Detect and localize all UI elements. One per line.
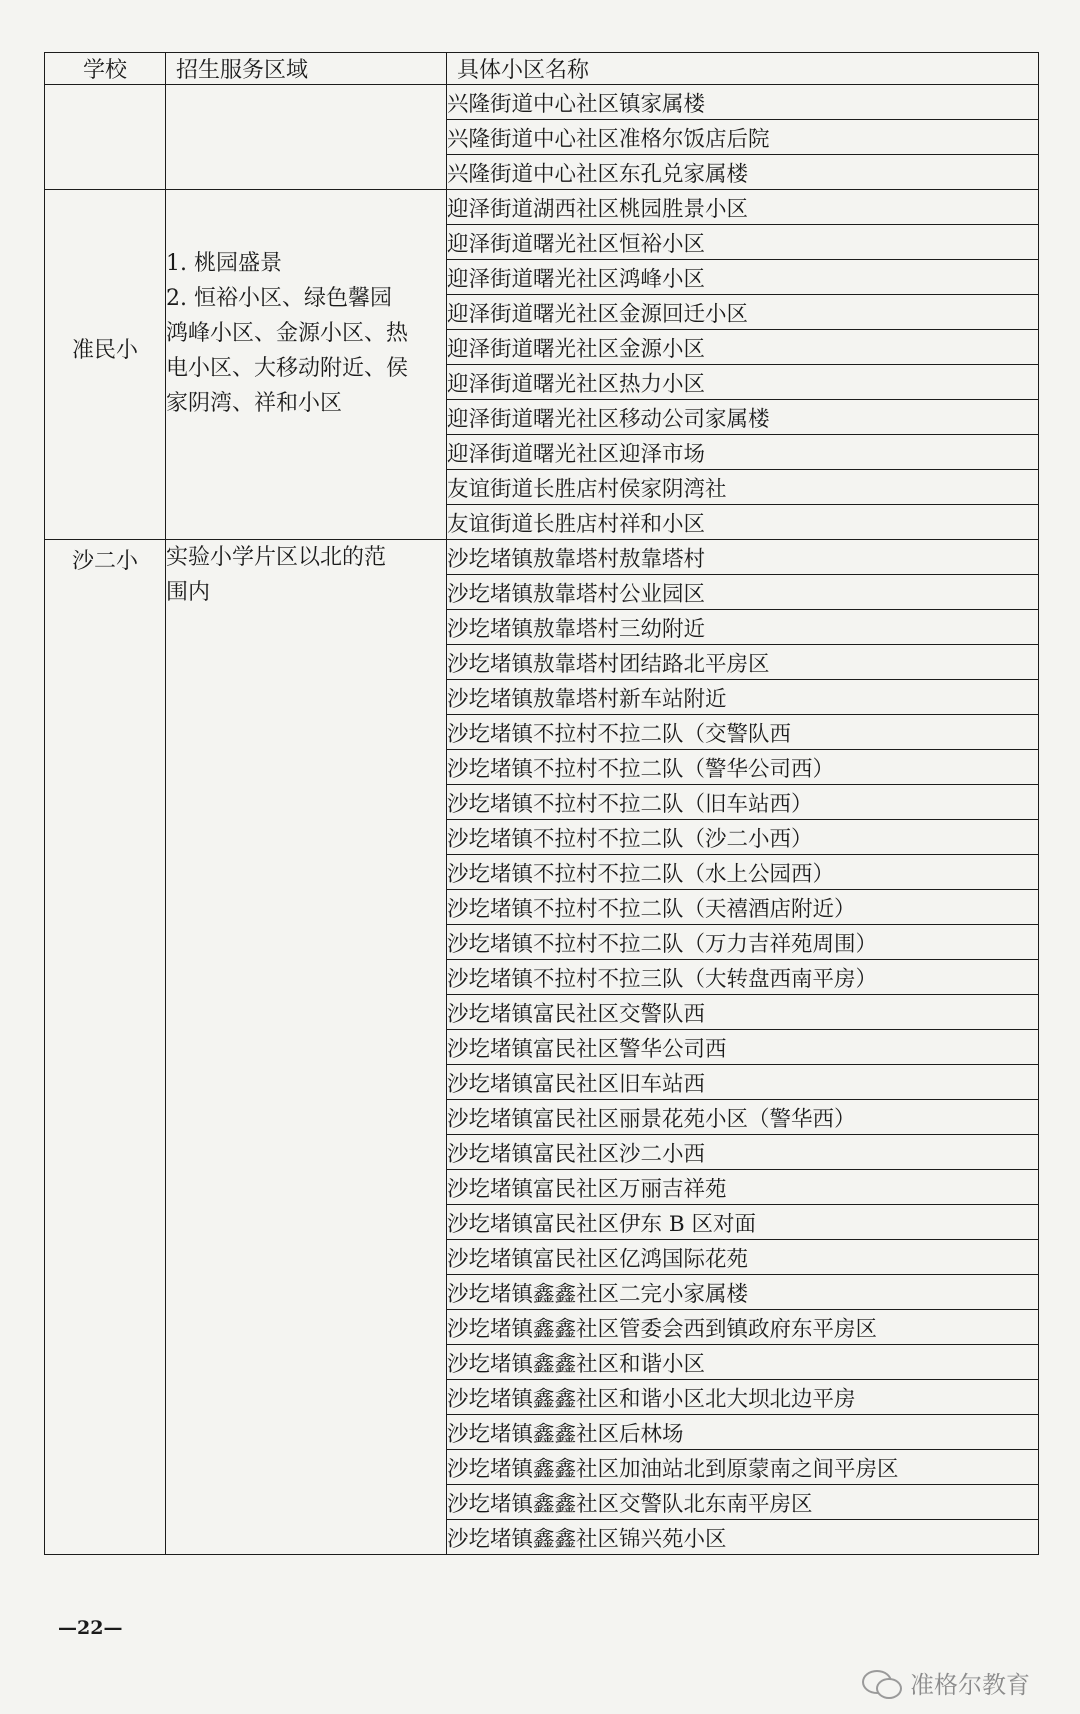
school-cell xyxy=(45,540,166,1555)
table-row xyxy=(45,85,1039,120)
community-name-cell: 沙圪堵镇富民社区万丽吉祥苑 xyxy=(447,1170,1039,1205)
community-name-cell: 沙圪堵镇富民社区伊东 B 区对面 xyxy=(447,1205,1039,1240)
table-body xyxy=(45,85,1039,1555)
header-service-area: 招生服务区域 xyxy=(166,53,447,85)
community-name-cell: 兴隆街道中心社区东孔兑家属楼 xyxy=(447,155,1039,190)
community-name-cell: 迎泽街道曙光社区鸿峰小区 xyxy=(447,260,1039,295)
community-name-cell: 沙圪堵镇敖靠塔村三幼附近 xyxy=(447,610,1039,645)
community-name-cell: 沙圪堵镇敖靠塔村敖靠塔村 xyxy=(447,540,1039,575)
community-name-cell: 沙圪堵镇鑫鑫社区锦兴苑小区 xyxy=(447,1520,1039,1555)
community-name-cell: 沙圪堵镇不拉村不拉二队（警华公司西） xyxy=(447,750,1039,785)
service-area-line: 电小区、大移动附近、侯 xyxy=(166,356,409,381)
community-name-cell: 沙圪堵镇鑫鑫社区后林场 xyxy=(447,1415,1039,1450)
community-name-cell: 友谊街道长胜店村侯家阴湾社 xyxy=(447,470,1039,505)
table-row xyxy=(45,540,1039,575)
service-area-line: 围内 xyxy=(166,580,211,605)
community-name-cell: 沙圪堵镇敖靠塔村公业园区 xyxy=(447,575,1039,610)
watermark-text: 准格尔教育 xyxy=(910,1671,1030,1699)
enrollment-zone-table xyxy=(44,52,1039,1555)
service-area-line: 2. 恒裕小区、绿色馨园 xyxy=(166,286,392,311)
community-name-cell: 沙圪堵镇鑫鑫社区和谐小区北大坝北边平房 xyxy=(447,1380,1039,1415)
community-name-cell: 沙圪堵镇鑫鑫社区加油站北到原蒙南之间平房区 xyxy=(447,1450,1039,1485)
community-name-cell: 沙圪堵镇富民社区警华公司西 xyxy=(447,1030,1039,1065)
community-name-cell: 沙圪堵镇鑫鑫社区管委会西到镇政府东平房区 xyxy=(447,1310,1039,1345)
header-community-name: 具体小区名称 xyxy=(447,53,1039,85)
community-name-cell: 沙圪堵镇不拉村不拉二队（沙二小西） xyxy=(447,820,1039,855)
school-cell xyxy=(45,85,166,190)
community-name-cell: 沙圪堵镇富民社区沙二小西 xyxy=(447,1135,1039,1170)
service-area-line: 家阴湾、祥和小区 xyxy=(166,391,343,416)
community-name-cell: 迎泽街道曙光社区迎泽市场 xyxy=(447,435,1039,470)
community-name-cell: 沙圪堵镇富民社区交警队西 xyxy=(447,995,1039,1030)
school-name xyxy=(45,85,165,89)
service-area-line: 鸿峰小区、金源小区、热 xyxy=(166,321,409,346)
community-name-cell: 沙圪堵镇鑫鑫社区和谐小区 xyxy=(447,1345,1039,1380)
school-name: 准民小 xyxy=(71,338,138,363)
community-name-cell: 沙圪堵镇富民社区旧车站西 xyxy=(447,1065,1039,1100)
page-number: —22— xyxy=(58,1617,123,1639)
community-name-cell: 沙圪堵镇不拉村不拉二队（旧车站西） xyxy=(447,785,1039,820)
community-name-cell: 沙圪堵镇不拉村不拉二队（万力吉祥苑周围） xyxy=(447,925,1039,960)
service-area-cell xyxy=(166,190,447,540)
community-name-cell: 迎泽街道湖西社区桃园胜景小区 xyxy=(447,190,1039,225)
table-row xyxy=(45,190,1039,225)
service-area-cell xyxy=(166,540,447,1555)
community-name-cell: 沙圪堵镇富民社区丽景花苑小区（警华西） xyxy=(447,1100,1039,1135)
community-name-cell: 沙圪堵镇不拉村不拉二队（天禧酒店附近） xyxy=(447,890,1039,925)
wechat-icon xyxy=(862,1668,902,1698)
community-name-cell: 迎泽街道曙光社区热力小区 xyxy=(447,365,1039,400)
community-name-cell: 沙圪堵镇不拉村不拉二队（交警队西 xyxy=(447,715,1039,750)
service-area-line: 1. 桃园盛景 xyxy=(166,251,282,276)
community-name-cell: 兴隆街道中心社区镇家属楼 xyxy=(447,85,1039,120)
community-name-cell: 沙圪堵镇敖靠塔村新车站附近 xyxy=(447,680,1039,715)
community-name-cell: 沙圪堵镇鑫鑫社区二完小家属楼 xyxy=(447,1275,1039,1310)
school-name: 沙二小 xyxy=(71,549,138,574)
table-header-row xyxy=(45,53,1039,85)
community-name-cell: 迎泽街道曙光社区金源回迁小区 xyxy=(447,295,1039,330)
community-name-cell: 兴隆街道中心社区准格尔饭店后院 xyxy=(447,120,1039,155)
community-name-cell: 迎泽街道曙光社区恒裕小区 xyxy=(447,225,1039,260)
community-name-cell: 沙圪堵镇不拉村不拉三队（大转盘西南平房） xyxy=(447,960,1039,995)
community-name-cell: 沙圪堵镇敖靠塔村团结路北平房区 xyxy=(447,645,1039,680)
watermark xyxy=(862,1665,1030,1700)
community-name-cell: 友谊街道长胜店村祥和小区 xyxy=(447,505,1039,540)
header-school: 学校 xyxy=(45,53,166,85)
school-cell xyxy=(45,190,166,540)
service-area-cell xyxy=(166,85,447,190)
service-area-line: 实验小学片区以北的范 xyxy=(166,545,387,570)
community-name-cell: 沙圪堵镇鑫鑫社区交警队北东南平房区 xyxy=(447,1485,1039,1520)
community-name-cell: 沙圪堵镇富民社区亿鸿国际花苑 xyxy=(447,1240,1039,1275)
community-name-cell: 沙圪堵镇不拉村不拉二队（水上公园西） xyxy=(447,855,1039,890)
community-name-cell: 迎泽街道曙光社区移动公司家属楼 xyxy=(447,400,1039,435)
community-name-cell: 迎泽街道曙光社区金源小区 xyxy=(447,330,1039,365)
